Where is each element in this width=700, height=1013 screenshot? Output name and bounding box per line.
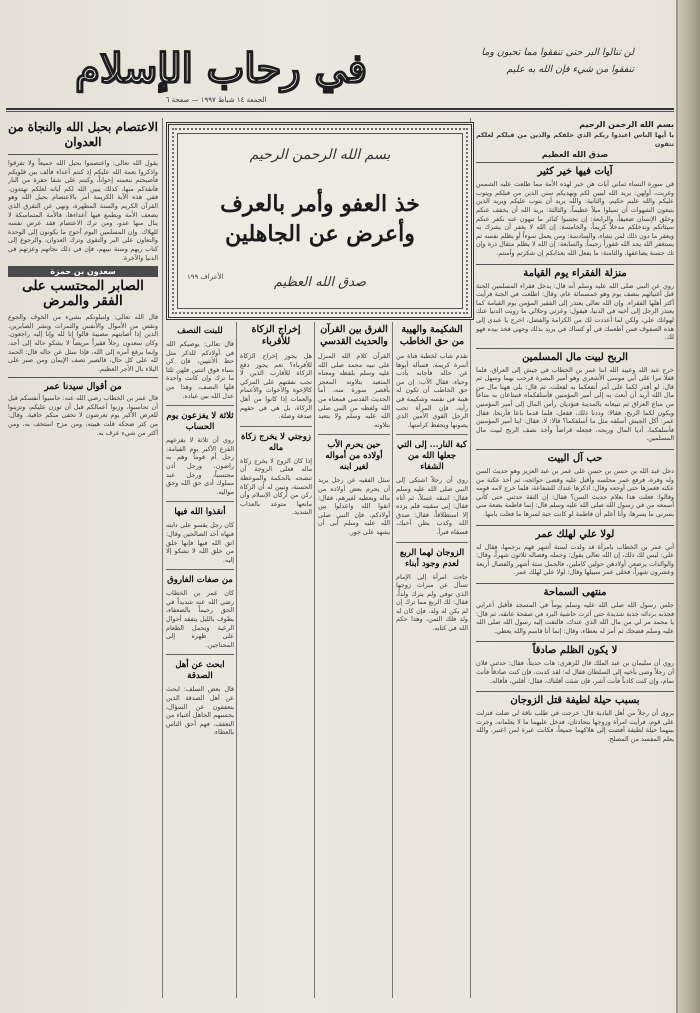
- article-body: روي عن النبي صلى الله عليه وسلم أنه قال: يدخل فقراء المسلمين الجنة قبل أغنيائهم بنصف يوم وهو خمسمائة عام، وقال: اطلعت في الجنة فرأيت أكثر أهلها الفقراء. وإن الله تعالى يعتذر إلى الفقير المؤمن يوم القيامة كما يعتذر الرجل إلى أخيه في الدنيا، فيقول: وعزتي وجلالي ما زويت الدنيا عنك لهوانك علي، ولكن لما أعددت لك من الكرامة والفضل، اخرج يا عبدي إلى هذه الصفوف فمن أطعمك في أو كساك في يريد بذلك وجهي فخذ بيده فهو لك.: [476, 281, 674, 342]
- section-rule: [476, 641, 674, 642]
- article-body: روي أن سليمان بن عبد الملك قال للزهري: هات حديثاً، فقال: حدثني فلان أن رجلاً وشى بأخيه إلى السلطان فقال له: لقد كذبت، فإن كنت صادقاً فأنت نمام، وإن كنت كاذباً فأنت أشر، فإن شئت أقلناك، فقال: أقلني، فأقاله.: [476, 659, 674, 685]
- article-heading: منزلة الفقراء يوم القيامة: [523, 267, 627, 279]
- article-body: أتي عمر بن الخطاب بامرأة قد ولدت لستة أشهر فهم برجمها، فقال له علي: ليس لك ذلك، إن الله تعالى يقول: وحمله وفصاله ثلاثون شهراً، وقال: والوالدات يرضعن أولادهن حولين كاملين، فالحمل ستة أشهر والفصال أربعة وعشرون شهراً، فخلى عمر سبيلها وقال: لولا علي لهلك عمر.: [476, 542, 674, 577]
- masthead-date: الجمعة ١٤ شباط ١٩٩٧ — صفحة ٦: [165, 96, 267, 104]
- article-section: [476, 268, 674, 342]
- verse-reference: الأعراف ١٩٩: [187, 273, 224, 281]
- article-heading: كبة النار... إلى التي جعلها الله من الشفاء: [397, 440, 467, 473]
- article-body: في سورة النساء ثماني آيات هن خير لهذه الأمة مما طلعت عليه الشمس وغربت، أولهن: يريد الله ليبين لكم ويهديكم سنن الذين من قبلكم ويتوب عليكم والله عليم حكيم، والثانية: والله يريد أن يتوب عليكم ويريد الذين يتبعون الشهوات أن تميلوا ميلاً عظيماً، والثالثة: يريد الله أن يخفف عنكم وخلق الإنسان ضعيفاً، والرابعة: إن تجتنبوا كبائر ما تنهون عنه نكفر عنكم سيئاتكم وندخلكم مدخلاً كريماً، والخامسة: إن الله لا يغفر أن يشرك به ويغفر ما دون ذلك لمن يشاء، والسادسة: ومن يعمل سوءاً أو يظلم نفسه ثم يستغفر الله يجد الله غفوراً رحيماً، والسابعة: إن الله لا يظلم مثقال ذرة وإن تك حسنة يضاعفها، والثامنة: ما يفعل الله بعذابكم إن شكرتم وآمنتم.: [476, 180, 674, 257]
- article-section: [476, 645, 674, 685]
- middle-column-a: [396, 322, 468, 998]
- left-feature-heading: الصابر المحتسب على الفقر والمرض: [22, 278, 144, 310]
- column-rule: [314, 322, 315, 998]
- article-section: [476, 352, 674, 443]
- article-heading: الشكيمة والهيبة من حق الخاطب: [399, 324, 465, 347]
- article-body: روي أن رجلاً اشتكى إلى النبي صلى الله عليه وسلم فقال: اسقه عسلاً، ثم أتاه فقال: إني سقيته فلم يزده إلا استطلاقاً، فقال: صدق الله وكذب بطن أخيك، فسقاه فبرأ.: [396, 476, 468, 536]
- page-binding: [678, 0, 700, 1013]
- article-heading: الزوجان لهما الربع لعدم وجود أبناء: [399, 547, 465, 569]
- column-rule: [236, 322, 237, 998]
- middle-column-d: [166, 322, 234, 998]
- left-column: [8, 118, 158, 998]
- section-rule: [8, 377, 158, 378]
- masthead-rule: [6, 108, 674, 110]
- right-intro: يا أيها الناس اعبدوا ربكم الذي خلقكم والذين من قبلكم لعلكم تتقون: [476, 131, 674, 148]
- name-band: سعدون بن حمزة: [8, 266, 158, 277]
- article-heading: ابحث عن أهل الصدقة: [175, 660, 225, 682]
- article-body: جاءت امرأة إلى الإمام تسأل عن ميراث زوجها الذي توفي ولم يترك ولداً، فقال: لك الربع مما ترك إن لم يكن له ولد، فإن كان له ولد فلك الثمن، وهذا حكم الله في كتابه.: [396, 572, 468, 633]
- right-intro-close: صدق الله العظيم: [541, 150, 609, 160]
- section-rule: [166, 654, 234, 655]
- article-heading: لا يكون الظلم صادقاً: [532, 645, 618, 657]
- article-heading: من صفات الفاروق: [167, 575, 233, 586]
- middle-column-b: [318, 322, 390, 998]
- article-heading: أنقذوا الله فيها: [174, 507, 226, 518]
- section-rule: [166, 569, 234, 570]
- article-body: تقدم شاب لخطبة فتاة من أسرة كريمة، فسأله أبوها عن حاله فأجابه بأدب وحياء، فقال الأب: إن من حق الخاطب أن تكون له هيبة في نفسه وشكيمة في رأيه، فإن المرأة تحب الرجل القوي الأمين الذي يصونها ويحفظ كرامتها.: [396, 352, 468, 429]
- section-rule: [166, 405, 234, 406]
- section-rule: [476, 348, 674, 349]
- article-section: [476, 453, 674, 519]
- article-heading: ثلاثة لا يفزعون يوم الحساب: [166, 411, 234, 433]
- article-heading: زوجتي لا يخرج زكاة ماله: [240, 431, 312, 453]
- article-section: [476, 695, 674, 743]
- article-body: دخل عبد الله بن حسن بن حسن على عمر بن عبد العزيز وهو حديث السن وله وفرة، فرفع عمر مجلسه وأقبل عليه وقضى حوائجه، ثم أخذ عكنة من عكنه فغمزها حتى أوجعه وقال: اذكرها عندك للشفاعة، فلما خرج لامه قومه وقالوا: فعلت هذا بغلام حديث السن؟ فقال: إن الثقة حدثني حتى كأني أسمعه من في رسول الله صلى الله عليه وسلم قال: إنما فاطمة بضعة مني يسرني ما يسرها، وأنا أعلم أن فاطمة لو كانت حية لسرها ما فعلت بابنها.: [476, 467, 674, 518]
- section-rule: [476, 525, 674, 526]
- masthead: [6, 36, 674, 106]
- masthead-verse: لن تنالوا البر حتى تنفقوا مما تحبون وما تنفقوا من شيء فإن الله به عليم: [481, 47, 634, 75]
- article-body: كان عمر بن الخطاب رضي الله عنه شديداً في الحق رحيماً بالضعفاء، يطوف بالليل يتفقد أحوال الرعية ويحمل الطعام على ظهره إلى المحتاجين.: [166, 589, 234, 649]
- article-body: سئل الفقيه عن رجل يريد أن يحرم بعض أولاده من ماله ويعطيه لغيرهم، فقال: اتقوا الله واعدلوا بين أولادكم، فإن النبي صلى الله عليه وسلم أبى أن يشهد على جور.: [318, 476, 390, 536]
- section-rule: [476, 691, 674, 692]
- article-heading: آيات فيها خير كثير: [537, 166, 613, 178]
- article-body: كان رجل يقسو على دابته فنهاه أحد الصالحين وقال: اتق الله فيها فإنها خلق من خلق الله لا تشكو إلا إليه.: [166, 521, 234, 564]
- masthead-rule-thin: [6, 111, 674, 112]
- article-body: القرآن كلام الله المنزل على نبيه محمد صلى الله عليه وسلم بلفظه ومعناه المتعبد بتلاوته المعجز بأقصر سورة منه، أما الحديث القدسي فمعناه من الله ولفظه من النبي صلى الله عليه وسلم ولا يتعبد بتلاوته.: [318, 352, 390, 429]
- article-body: قال تعالى: يوصيكم الله في أولادكم للذكر مثل حظ الأنثيين، فإن كن نساء فوق اثنتين فلهن ثلثا ما ترك وإن كانت واحدة فلها النصف، وهذا من عدل الله بين عباده.: [166, 340, 234, 400]
- article-heading: منتهى السماحة: [543, 586, 607, 598]
- section-rule: [396, 434, 468, 435]
- masthead-title: في رحاب الإسلام: [75, 44, 367, 92]
- article-section: [476, 587, 674, 635]
- article-body: هل يجوز إخراج الزكاة للأقرباء؟ نعم يجوز دفع الزكاة للأقارب الذين لا تجب نفقتهم على المزكي كالإخوة والأخوات والأعمام والعمات إذا كانوا من أهل الزكاة، بل هي في حقهم صدقة وصلة.: [240, 352, 312, 421]
- article-body: روي أن ثلاثة لا يفزعهم الفزع الأكبر يوم القيامة: رجل أم قوماً وهم به راضون، ورجل أذن محتسباً، ورجل عبد مملوك أدى حق الله وحق مواليه.: [166, 436, 234, 496]
- article-section: [476, 166, 674, 257]
- article-heading: الفرق بين القرآن والحديث القدسي: [320, 324, 388, 347]
- article-body: قال بعض السلف: ابحث عن أهل الصدقة الذين يتعففون عن السؤال، يحسبهم الجاهل أغنياء من التعفف، فهم أحق الناس بالعطاء.: [166, 685, 234, 737]
- calligraphy-basmala: بسم الله الرحمن الرحيم: [249, 147, 391, 163]
- column-rule: [392, 322, 393, 998]
- article-body: يروى أن رجلاً من أهل البادية قال: خرجت في طلب ناقة لي ضلت فنزلت على قوم، فرأيت امرأة وزوجها يتحادثان، فدخل عليهما ما لا يعلمانه، وجرت بينهما حيلة لطيفة أفضت إلى هلاكهما جميعاً، فكانت عبرة لمن اعتبر، والله يعلم المفسد من المصلح.: [476, 709, 674, 743]
- article-heading: لولا علي لهلك عمر: [535, 528, 615, 540]
- section-rule: [396, 542, 468, 543]
- article-heading: الربح لبيت مال المسلمين: [522, 351, 628, 363]
- left-article-heading: الاعتصام بحبل الله والنجاة من العدوان: [8, 120, 158, 149]
- article-heading: بسبب حيلة لطيفة قتل الزوجان: [510, 695, 640, 707]
- section-rule: [318, 434, 390, 435]
- section-rule: [476, 162, 674, 163]
- article-heading: حب آل البيت: [547, 453, 603, 465]
- left-feature-body: قال الله تعالى: ولنبلونكم بشيء من الخوف والجوع ونقص من الأموال والأنفس والثمرات وبشر الصابرين، الذين إذا أصابتهم مصيبة قالوا إنا لله وإنا إليه راجعون. وكان سعدون رجلاً فقيراً مريضاً لا يشكو حاله إلى أحد، وإنما يرفع أمره إلى الله، فإذا سئل عن حاله قال: الحمد لله على كل حال، فالصبر نصف الإيمان ومن صبر على البلاء نال الأجر العظيم.: [8, 313, 158, 373]
- article-heading: حين يحرم الأب أولاده من أمواله لغير ابنه: [325, 440, 383, 473]
- section-rule: [476, 264, 674, 265]
- middle-column-c: [240, 322, 312, 998]
- article-heading: إخراج الزكاة للأقرباء: [251, 324, 301, 347]
- calligraphy-frame: [166, 122, 474, 320]
- section-rule: [166, 501, 234, 502]
- section-rule: [8, 154, 158, 155]
- article-body: خرج عبد الله وعبيد الله ابنا عمر بن الخطاب في جيش إلى العراق، فلما قفلا مرا على أبي موسى الأشعري وهو أمير البصرة فرحب بهما وسهل ثم قال: لو أقدر لكما على أمر أنفعكما به لفعلت، ثم قال: بلى ههنا مال من مال الله أريد أن أبعث به إلى أمير المؤمنين فأسلفكماه فتبتاعان به متاعاً من متاع العراق ثم تبيعانه بالمدينة فتؤديان رأس المال إلى أمير المؤمنين ويكون لكما الربح، فقالا: وددنا ذلك، ففعل، فلما قدما باعا فأربحا، فقال عمر: أكل الجيش أسلفه مثل ما أسلفكما؟ قالا: لا، فقال: ابنا أمير المؤمنين فأسلفكما، أديا المال وربحه، فجعله قراضاً وأخذ نصف الربح لبيت مال المسلمين.: [476, 365, 674, 443]
- left-article-body: يقول الله تعالى: واعتصموا بحبل الله جميعاً ولا تفرقوا واذكروا نعمة الله عليكم إذ كنتم أعداء فألف بين قلوبكم فأصبحتم بنعمته إخواناً، وكنتم على شفا حفرة من النار فأنقذكم منها، كذلك يبين الله لكم آياته لعلكم تهتدون. ففي هذه الآية الكريمة أمر بالاعتصام بحبل الله وهو القرآن الكريم والسنة المطهرة، ونهي عن التفرق الذي يضعف الأمة ويطمع فيها أعداءها، فالأمة المتماسكة لا ينال منها عدو، ومن ترك الاعتصام فقد عرض نفسه للهلاك. وإن المسلمين اليوم أحوج ما يكونون إلى الوحدة والتعاون على البر والتقوى وترك العدوان، والرجوع إلى كتاب ربهم وسنة نبيهم، فإن في ذلك نجاتهم وعزتهم في الدنيا والآخرة.: [8, 159, 158, 262]
- calligraphy-closing: صدق الله العظيم: [273, 275, 367, 290]
- left-quotes-body: قال عمر بن الخطاب رضي الله عنه: حاسبوا أنفسكم قبل أن تحاسبوا، وزنوا أعمالكم قبل أن توزن عليكم، وتزينوا للعرض الأكبر يوم تعرضون لا تخفى منكم خافية. وقال: من كثر ضحكه قلت هيبته، ومن مزح استخف به، ومن أكثر من شيء عرف به.: [8, 394, 158, 437]
- section-rule: [240, 426, 312, 427]
- left-quotes-heading: من أقوال سيدنا عمر: [44, 382, 122, 393]
- section-rule: [476, 583, 674, 584]
- section-rule: [476, 449, 674, 450]
- right-basmala: بسم الله الرحمن الرحيم: [579, 120, 674, 129]
- article-section: [476, 529, 674, 577]
- right-column: [476, 118, 674, 998]
- binding-shadow: [676, 0, 678, 1013]
- column-rule: [162, 118, 163, 998]
- article-body: جلس رسول الله صلى الله عليه وسلم يوماً في المسجد فأقبل أعرابي فجذبه بردائه جذبة شديدة حتى أثرت حاشية البرد في صفحة عاتقه، ثم قال: يا محمد مر لي من مال الله الذي عندك، فالتفت إليه رسول الله صلى الله عليه وسلم فضحك ثم أمر له بعطاء، وقال: إنما أنا قاسم والله يعطي.: [476, 600, 674, 635]
- calligraphy-verse: خذ العفو وأمر بالعرف وأعرض عن الجاهلين: [220, 191, 420, 247]
- article-body: إذا كان الزوج لا يخرج زكاة ماله فعلى الزوجة أن تنصحه بالحكمة والموعظة الحسنة، وتبين له أن الزكاة ركن من أركان الإسلام وأن مانعها متوعد بالعذاب الشديد.: [240, 456, 312, 517]
- article-heading: للبنت النصف: [177, 326, 223, 336]
